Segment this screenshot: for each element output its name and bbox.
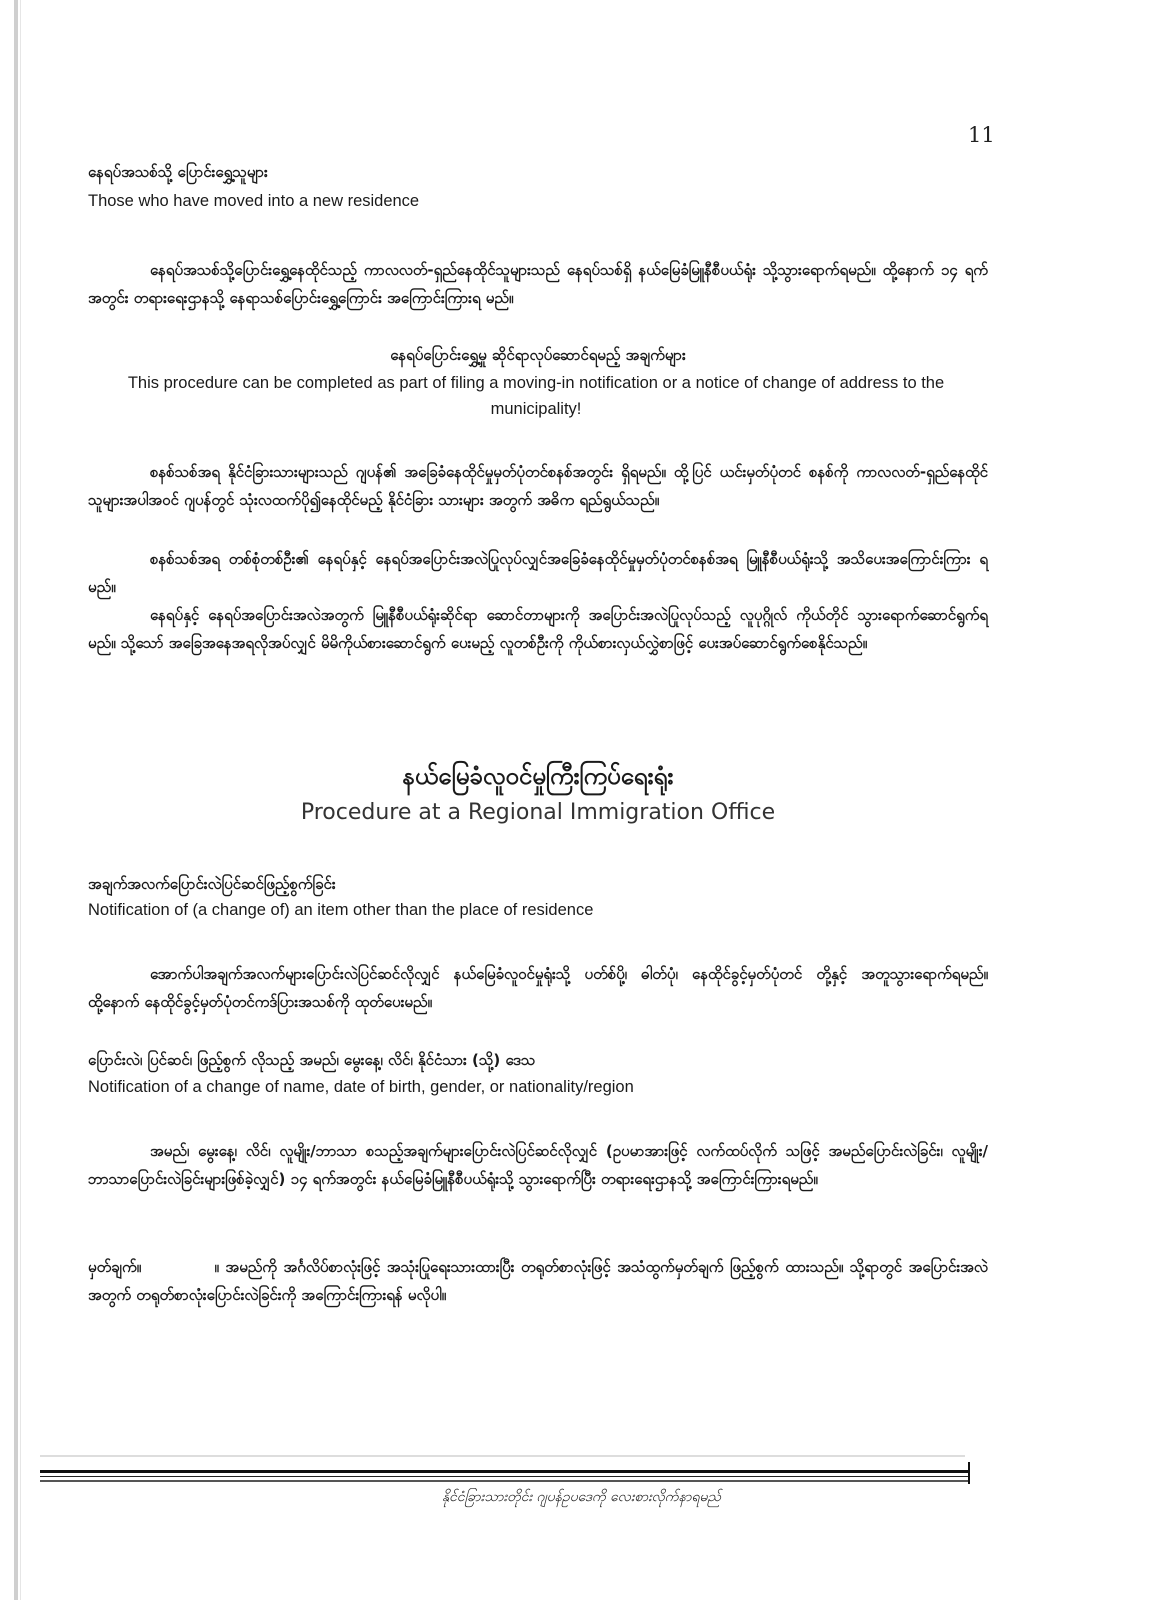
note-block [88,1253,988,1309]
footer-faint-rule [40,1455,965,1457]
page-number: 11 [968,123,995,147]
new-residence-paragraph: နေရပ်အသစ်သို့ပြောင်းရွှေ့နေထိုင်သည့် ကာလလတ်-ရှည်နေထိုင်သူများသည် နေရပ်သစ်ရှိ နယ်မြေခံမြူနီစီပယ်ရုံး သို့သွားရောက်ရမည်။ ထို့နောက် ၁၄ ရက်အတွင်း တရားရေးဌာနသို့ နေရာသစ်ပြောင်းရွှေ့ကြောင်း အကြောင်းကြားရ မည်။ [88,261,988,307]
note-label: မှတ်ချက်။ [88,1258,142,1276]
scan-edge-line [20,0,21,1600]
other-item-heading-en: Notification of (a change of) an item other than the place of residence [88,901,594,919]
new-residence-heading-en: Those who have moved into a new residence [88,192,420,210]
new-residence-heading-my: နေရပ်အသစ်သို့ ပြောင်းရွှေ့သူများ [88,163,268,181]
name-change-heading-en: Notification of a change of name, date of birth, gender, or nationality/region [88,1078,634,1096]
other-item-paragraph: အောက်ပါအချက်အလက်များပြောင်းလဲပြင်ဆင်လိုလျှင် နယ်မြေခံလူဝင်မှုရုံးသို့ ပတ်စ်ပို့၊ ဓါတ်ပုံ၊ နေထိုင်ခွင့်မှတ်ပုံတင် တို့နှင့် အတူသွားရောက်ရမည်။ ထို့နောက် နေထိုင်ခွင့်မှတ်ပုံတင်ကဒ်ပြားအသစ်ကို ထုတ်ပေးမည်။ [88,965,988,1011]
office-title-my: နယ်မြေခံလူဝင်မှုကြီးကြပ်ရေးရုံး [402,762,674,790]
footer-text: နိုင်ငံခြားသားတိုင်း ဂျပန်ဥပဒေကို လေးစားလိုက်နာရမည် [441,1489,722,1505]
name-change-paragraph: အမည်၊ မွေးနေ့၊ လိင်၊ လူမျိုး/ဘာသာ စသည့်အချက်များပြောင်းလဲပြင်ဆင်လိုလျှင် (ဥပမာအားဖြင့် လက်ထပ်လိုက် သဖြင့် အမည်ပြောင်းလဲခြင်း၊ လူမျိုး/ဘာသာပြောင်းလဲခြင်းများဖြစ်ခဲ့လျှင်) ၁၄ ရက်အတွင်း နယ်မြေခံမြူနီစီပယ်ရုံးသို့ သွားရောက်ပြီး တရားရေးဌာနသို့ အကြောင်းကြားရမည်။ [88,1142,988,1188]
office-title-en: Procedure at a Regional Immigration Office [300,800,776,825]
procedure-heading-en: This procedure can be completed as part of filing a moving-in notification or a notice of change of address to the municipality! [127,374,945,418]
procedure-paragraph-1: စနစ်သစ်အရ နိုင်ငံခြားသားများသည် ဂျပန်၏ အခြေခံနေထိုင်မှုမှတ်ပုံတင်စနစ်အတွင်း ရှိရမည်။ ထို့ပြင် ယင်းမှတ်ပုံတင် စနစ်ကို ကာလလတ်-ရှည်နေထိုင်သူများအပါအဝင် ဂျပန်တွင် သုံးလထက်ပို၍နေထိုင်မည့် နိုင်ငံခြား သားများ အတွက် အဓိက ရည်ရွယ်သည်။ [88,463,988,509]
other-item-heading-my: အချက်အလက်ပြောင်းလဲပြင်ဆင်ဖြည့်စွက်ခြင်း [88,875,336,893]
procedure-paragraph-3: နေရပ်နှင့် နေရပ်အပြောင်းအလဲအတွက် မြူနီစီပယ်ရုံးဆိုင်ရာ ဆောင်တာများကို အပြောင်းအလဲပြုလုပ်သည့် လူပုဂ္ဂိုလ် ကိုယ်တိုင် သွားရောက်ဆောင်ရွက်ရမည်။ သို့သော် အခြေအနေအရလိုအပ်လျှင် မိမိကိုယ်စားဆောင်ရွက် ပေးမည့် လူတစ်ဦးကို ကိုယ်စားလှယ်လွှဲစာဖြင့် ပေးအပ်ဆောင်ရွက်စေနိုင်သည်။ [88,606,988,652]
footer-rule-thick [40,1470,970,1473]
name-change-heading-my: ပြောင်းလဲ၊ ပြင်ဆင်၊ ဖြည့်စွက် လိုသည့် အမည်၊ မွေးနေ့၊ လိင်၊ နိုင်ငံသား (သို့) ဒေသ [88,1051,536,1069]
procedure-heading-my: နေရပ်ပြောင်းရွှေ့မှု ဆိုင်ရာလုပ်ဆောင်ရမည့် အချက်များ [390,346,686,364]
footer-rule-thin [40,1476,970,1477]
note-text: ။ အမည်ကို အင်္ဂလိပ်စာလုံးဖြင့် အသုံးပြုရေးသားထားပြီး တရုတ်စာလုံးဖြင့် အသံထွက်မှတ်ချက် ဖြည့်စွက် ထားသည်။ သို့ရာတွင် အပြောင်းအလဲအတွက် တရုတ်စာလုံးပြောင်းလဲခြင်းကို အကြောင်းကြားရန် မလိုပါ။ [88,1258,988,1304]
footer-rule-end-mark [968,1462,970,1484]
footer-rule-bottom [40,1480,970,1482]
scan-edge [14,0,18,1600]
procedure-paragraph-2: စနစ်သစ်အရ တစ်စုံတစ်ဦး၏ နေရပ်နှင့် နေရပ်အပြောင်းအလဲပြုလုပ်လျှင်အခြေခံနေထိုင်မှုမှတ်ပုံတင်စနစ်အရ မြူနီစီပယ်ရုံးသို့ အသိပေးအကြောင်းကြား ရမည်။ [88,550,988,596]
